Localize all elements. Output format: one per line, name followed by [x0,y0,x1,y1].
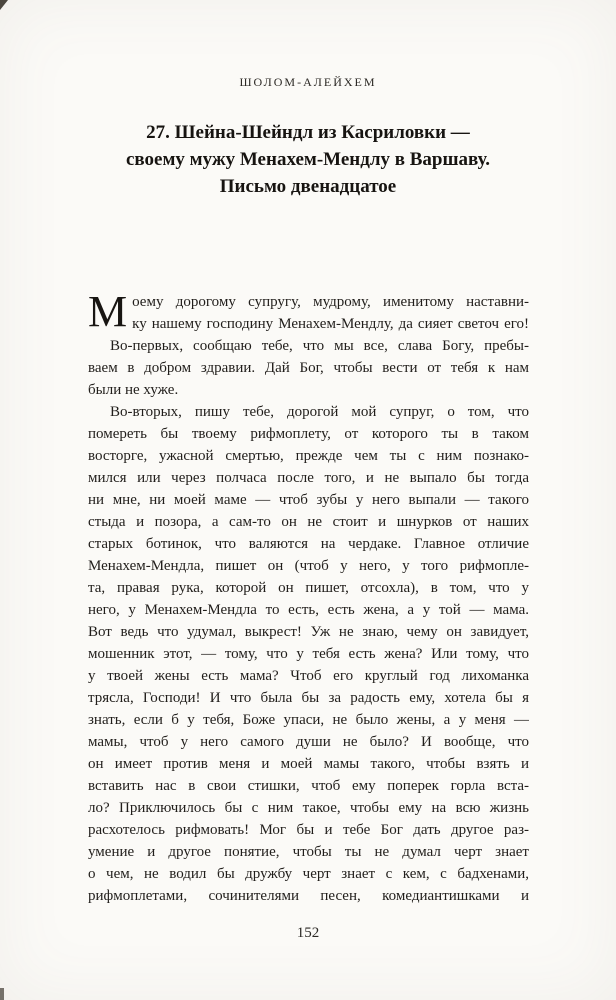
body-line: та, правая рука, которой он пишет, отсохла), в том, что у [88,580,529,596]
running-header: ШОЛОМ-АЛЕЙХЕМ [239,75,377,89]
body-line: мамы, чтоб у него самого души не было? И вообще, что [88,734,529,750]
body-line: знать, если б у тебя, Боже упаси, не было жены, а у меня — [88,712,529,728]
chapter-title-line-2: своему мужу Менахем-Мендлу в Варшаву. [125,149,491,170]
body-line: оему дорогому супругу, мудрому, именитому наставни- [132,294,529,310]
body-line: ку нашему господину Менахем-Мендлу, да сияет светоч его! [132,316,529,332]
body-line: Менахем-Мендла, пишет он (чтоб у него, у того рифмопле- [88,558,529,574]
scan-artifact-bottom-left [0,988,4,1000]
body-line: восторге, ужасной смертью, прежде чем ты с ним познако- [88,448,529,464]
chapter-title-line-3: Письмо двенадцатое [219,176,397,197]
page-number: 152 [296,925,320,941]
body-line: были не хуже. [88,382,179,398]
body-line: вставить нас в свои стишки, чтоб ему поперек горла вста- [88,778,529,794]
body-line: умение и другое понятие, чтобы ты не думал черт знает [88,844,529,860]
body-line: Во-вторых, пишу тебе, дорогой мой супруг, о том, что [110,404,529,420]
body-line: него, у Менахем-Мендла то есть, есть жена, а у той — мама. [88,602,529,618]
body-line: ни мне, ни моей маме — чтоб зубы у него выпали — такого [88,492,529,508]
chapter-title-line-1: 27. Шейна-Шейндл из Касриловки — [146,122,470,143]
body-line: рифмоплетами, сочинителями песен, комедиантишками и [88,888,529,904]
body-line: мошенник этот, — тому, что у тебя есть жена? Или тому, что [88,646,529,662]
body-line: расхотелось рифмовать! Мог бы и тебе Бог дать другое раз- [88,822,529,838]
body-text [88,287,529,907]
body-line: трясла, Господи! И что была бы за радость ему, хотела бы я [88,690,529,706]
body-line: Вот ведь что удумал, выкрест! Уж не знаю, чему он завидует, [88,624,529,640]
chapter-title [48,119,568,200]
body-line: старых ботинок, что валяются на чердаке. Главное отличие [88,536,529,552]
body-line: ло? Приключилось бы с ним такое, чтобы ему на всю жизнь [88,800,529,816]
body-line: у твоей жены есть мама? Чтоб его круглый год лихоманка [88,668,529,684]
drop-cap: М [88,287,128,336]
body-line: Во-первых, сообщаю тебе, что мы все, слава Богу, пребы- [110,338,529,354]
body-line: стыда и позора, а сам-то он не стоит и шнурков от наших [88,514,529,530]
body-line: ваем в добром здравии. Дай Бог, чтобы вести от тебя к нам [88,360,529,376]
body-line: он имеет против меня и моей мамы такого, чтобы взять и [88,756,529,772]
body-line: мился или через полчаса после того, и не выпало бы тогда [88,470,529,486]
scan-artifact-top-left [0,0,8,10]
body-line: помереть бы твоему рифмоплету, от которого ты в таком [88,426,529,442]
body-line: о чем, не водил бы дружбу черт знает с кем, с бадхенами, [88,866,529,882]
